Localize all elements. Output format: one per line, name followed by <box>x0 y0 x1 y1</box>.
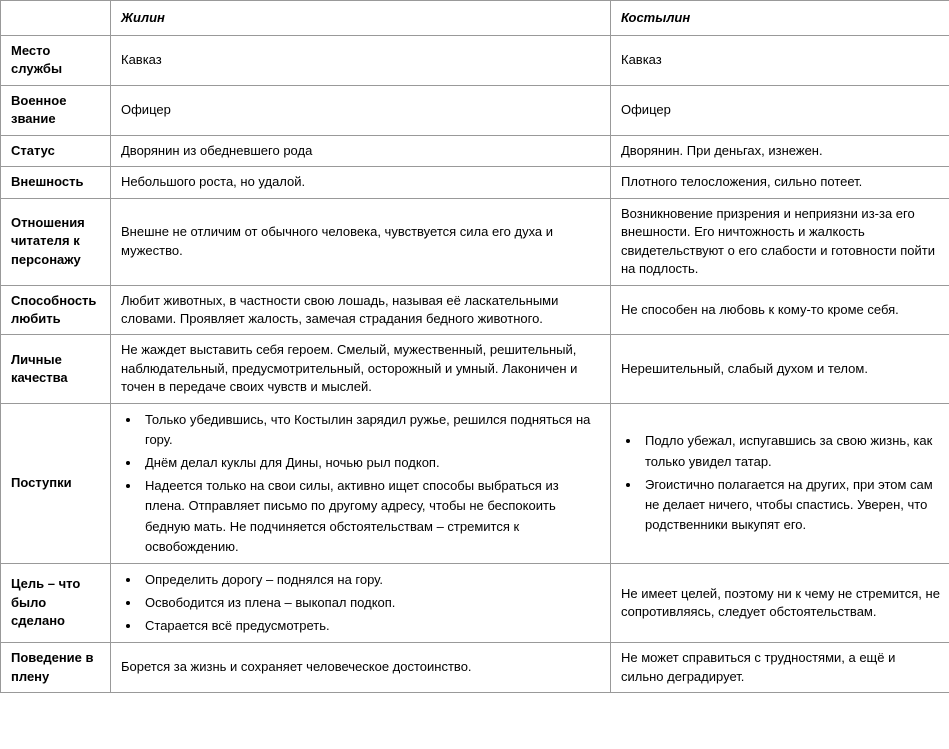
cell-zhilin: Не жаждет выставить себя героем. Смелый, мужественный, решительный, наблюдательный, предусмотрительный, осторожный и умный. Лаконичен и точен в передаче своих чувств и мыслей. <box>111 335 611 403</box>
cell-kostylin: Плотного телосложения, сильно потеет. <box>611 167 949 198</box>
list-item: • Эгоистично полагается на других, при этом сам не делает ничего, чтобы спастись. Уверен, что родственники выкупят его. <box>641 475 941 535</box>
table-row <box>1 36 949 86</box>
cell-kostylin: Нерешительный, слабый духом и телом. <box>611 335 949 403</box>
cell-zhilin: Офицер <box>111 85 611 135</box>
row-label: Внешность <box>1 167 111 198</box>
cell-zhilin: Небольшого роста, но удалой. <box>111 167 611 198</box>
table-row <box>1 167 949 198</box>
table-row <box>1 335 949 403</box>
cell-zhilin: Любит животных, в частности свою лошадь, называя её ласкательными словами. Проявляет жалость, замечая страдания бедного животного. <box>111 285 611 335</box>
bullet-list <box>121 410 602 557</box>
cell-kostylin: Не способен на любовь к кому-то кроме себя. <box>611 285 949 335</box>
cell-kostylin: Не может справиться с трудностями, а ещё и сильно деградирует. <box>611 643 949 693</box>
row-label: Место службы <box>1 36 111 86</box>
row-label: Поведение в плену <box>1 643 111 693</box>
table-row <box>1 285 949 335</box>
table-row <box>1 135 949 166</box>
cell-zhilin: Внешне не отличим от обычного человека, чувствуется сила его духа и мужество. <box>111 198 611 285</box>
bullet-list <box>621 431 941 535</box>
cell-kostylin: Офицер <box>611 85 949 135</box>
column-header-kostylin: Костылин <box>611 1 949 36</box>
list-item: • Подло убежал, испугавшись за свою жизнь, как только увидел татар. <box>641 431 941 471</box>
cell-zhilin <box>111 563 611 642</box>
row-label: Цель – что было сделано <box>1 563 111 642</box>
bullet-list <box>121 570 602 636</box>
row-label: Поступки <box>1 403 111 563</box>
table-row <box>1 85 949 135</box>
table-row <box>1 563 949 642</box>
cell-kostylin: Кавказ <box>611 36 949 86</box>
row-label: Отношения читателя к персонажу <box>1 198 111 285</box>
list-item: • Определить дорогу – поднялся на гору. <box>141 570 602 590</box>
table-header-row <box>1 1 949 36</box>
cell-kostylin: Не имеет целей, поэтому ни к чему не стремится, не сопротивляясь, следует обстоятельствам. <box>611 563 949 642</box>
row-label: Статус <box>1 135 111 166</box>
cell-zhilin: Борется за жизнь и сохраняет человеческое достоинство. <box>111 643 611 693</box>
list-item: • Днём делал куклы для Дины, ночью рыл подкоп. <box>141 453 602 473</box>
list-item: • Только убедившись, что Костылин зарядил ружье, решился подняться на гору. <box>141 410 602 450</box>
cell-kostylin <box>611 403 949 563</box>
cell-zhilin: Кавказ <box>111 36 611 86</box>
column-header-zhilin: Жилин <box>111 1 611 36</box>
cell-kostylin: Дворянин. При деньгах, изнежен. <box>611 135 949 166</box>
cell-zhilin: Дворянин из обедневшего рода <box>111 135 611 166</box>
table-row <box>1 403 949 563</box>
table-row <box>1 643 949 693</box>
table-row <box>1 198 949 285</box>
row-label: Личные качества <box>1 335 111 403</box>
list-item: • Старается всё предусмотреть. <box>141 616 602 636</box>
cell-zhilin <box>111 403 611 563</box>
cell-kostylin: Возникновение призрения и неприязни из-за его внешности. Его ничтожность и жалкость свидетельствуют о его слабости и готовности пойти на подлость. <box>611 198 949 285</box>
list-item: • Освободится из плена – выкопал подкоп. <box>141 593 602 613</box>
row-label: Военное звание <box>1 85 111 135</box>
table-corner-cell <box>1 1 111 36</box>
list-item: • Надеется только на свои силы, активно ищет способы выбраться из плена. Отправляет письмо по другому адресу, чтобы не беспокоить бедную мать. Не подчиняется обстоятельствам – стремится к освобождению. <box>141 476 602 557</box>
row-label: Способность любить <box>1 285 111 335</box>
